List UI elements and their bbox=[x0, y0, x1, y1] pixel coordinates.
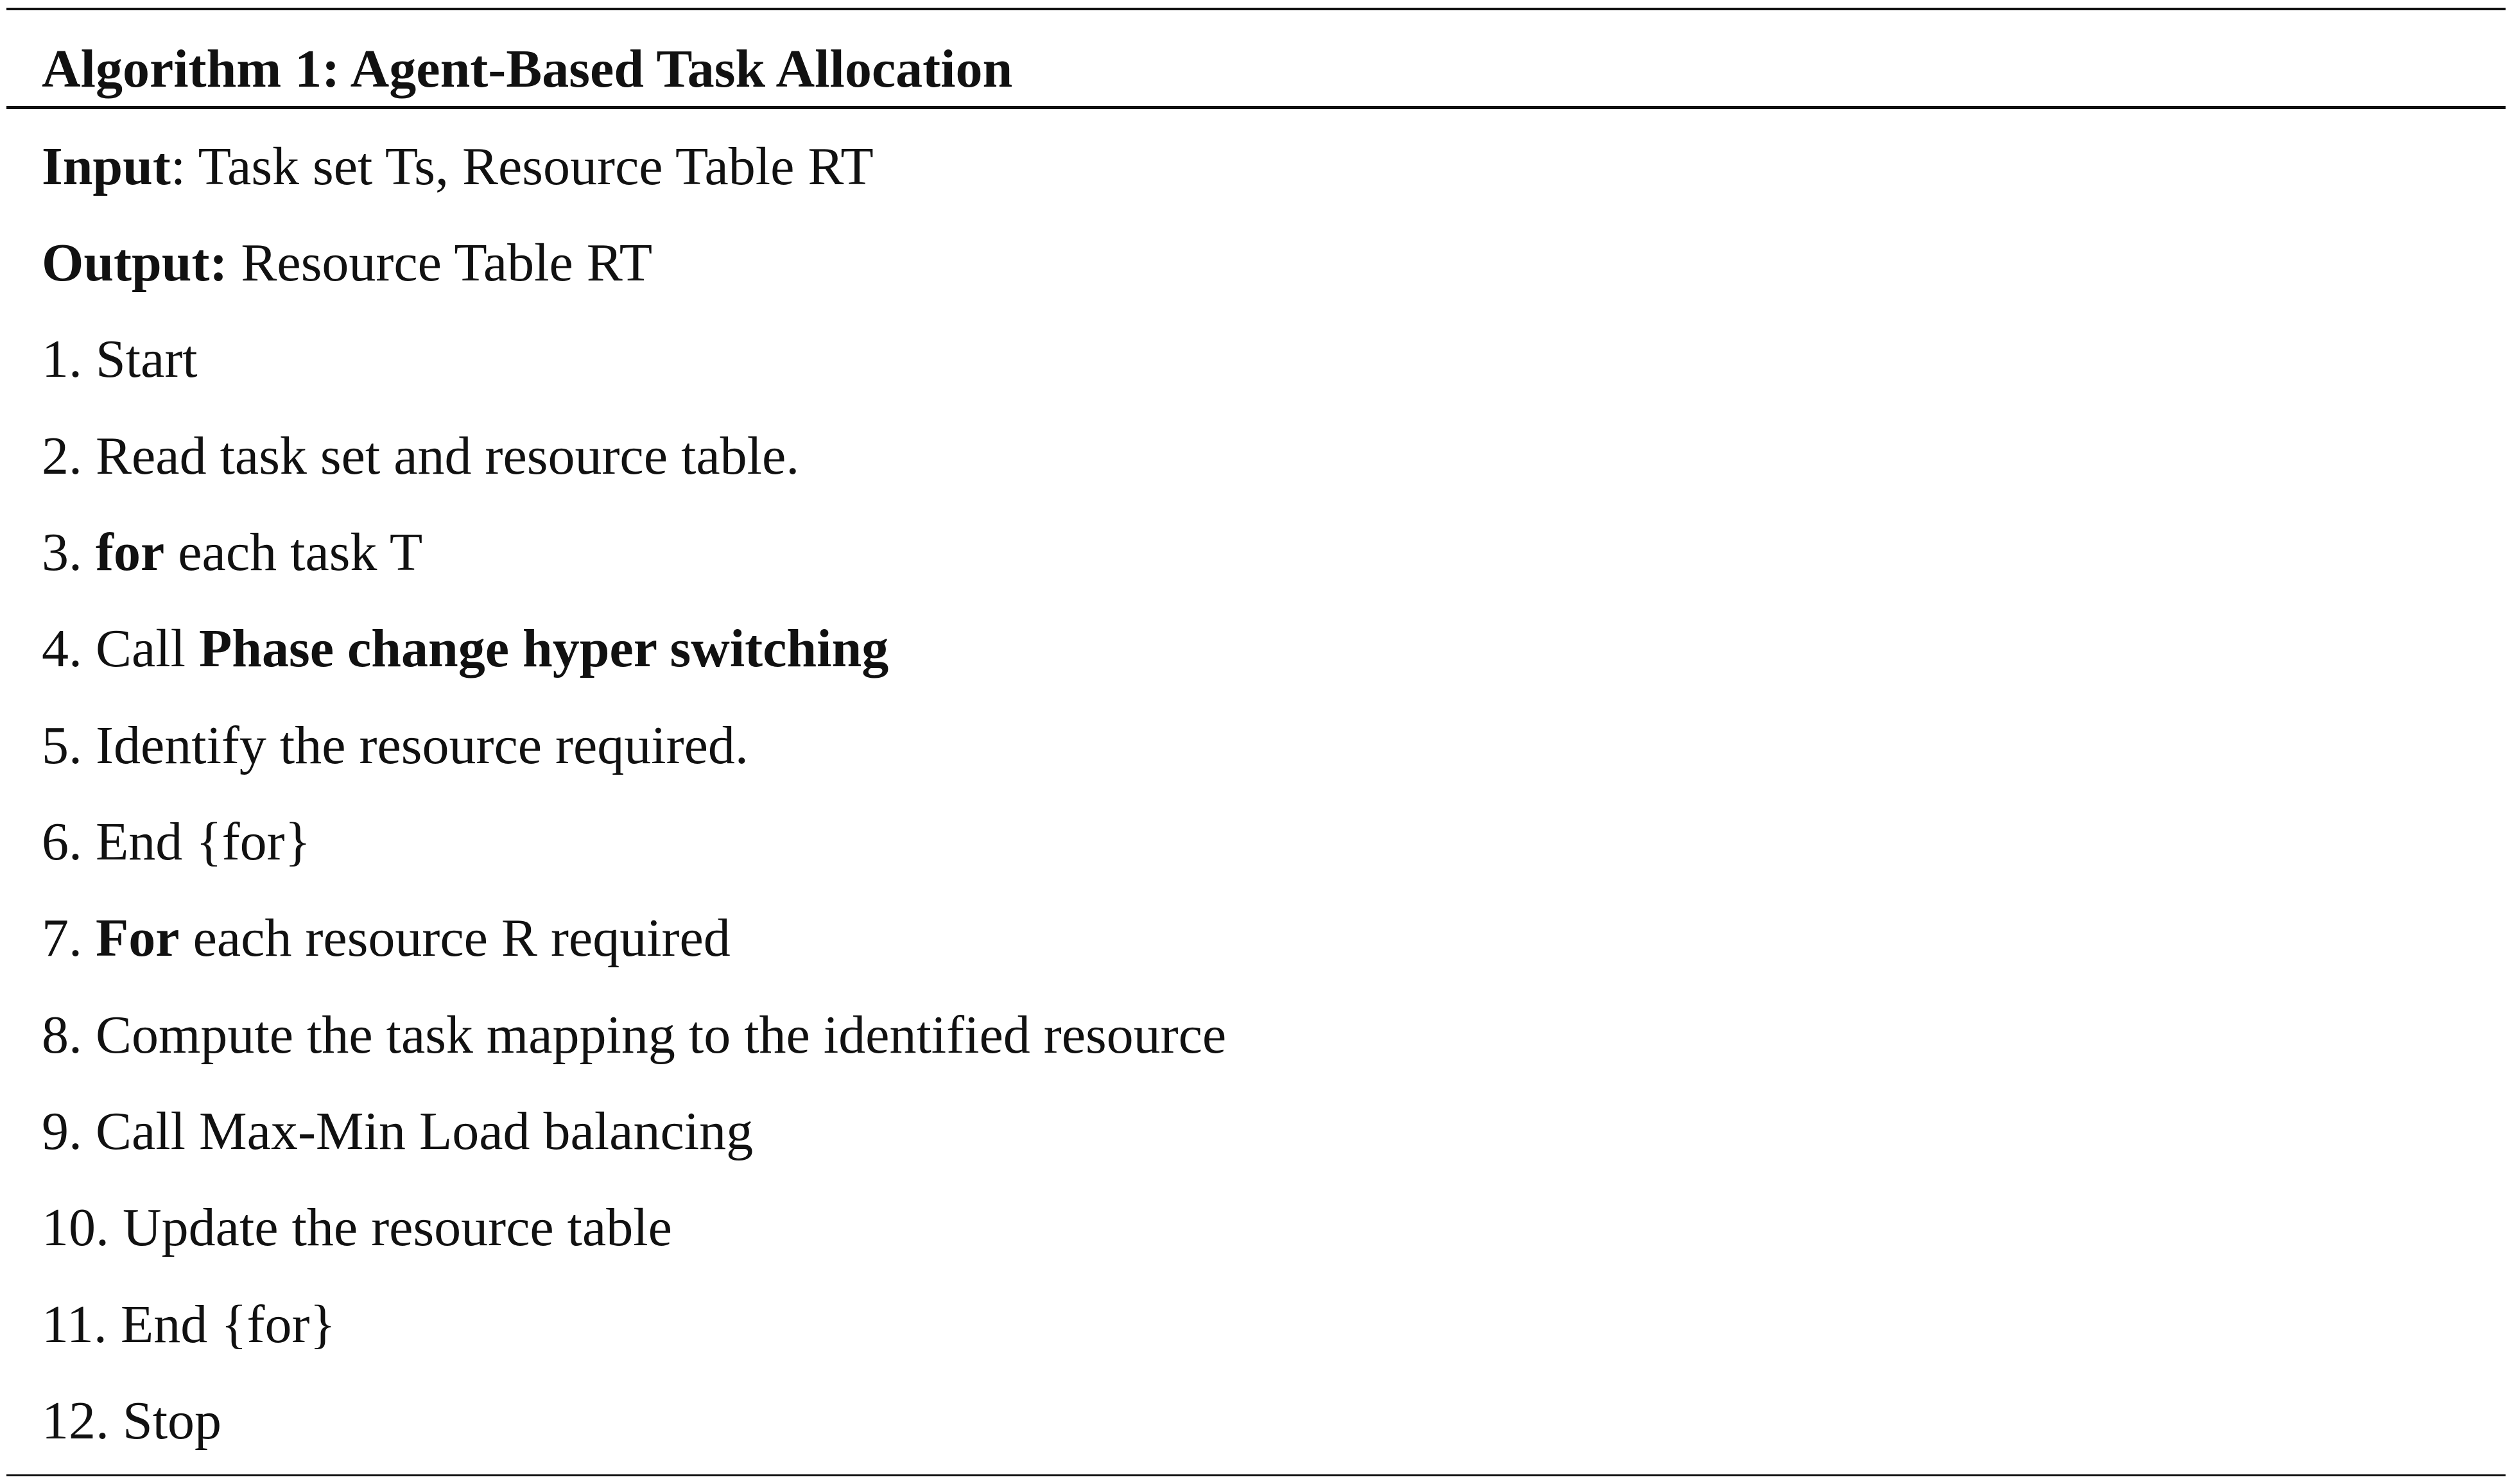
step-text: 9. Call Max-Min Load balancing bbox=[42, 1101, 754, 1161]
step-keyword: for bbox=[96, 522, 165, 582]
step-text: 10. Update the resource table bbox=[42, 1198, 672, 1257]
step-text: 6. End {for} bbox=[42, 812, 311, 872]
step-text: 11. End {for} bbox=[42, 1295, 336, 1354]
step-8 bbox=[42, 1003, 1226, 1067]
step-text: 5. Identify the resource required. bbox=[42, 716, 749, 775]
step-text: 8. Compute the task mapping to the identified resource bbox=[42, 1005, 1227, 1065]
algorithm-title: Algorithm 1: Agent-Based Task Allocation bbox=[42, 39, 1013, 99]
bottom-rule bbox=[6, 1474, 2506, 1476]
input-line bbox=[42, 135, 874, 199]
input-label: Input bbox=[42, 137, 171, 196]
step-text: 2. Read task set and resource table. bbox=[42, 426, 800, 486]
step-6 bbox=[42, 810, 311, 874]
step-10 bbox=[42, 1196, 672, 1260]
step-4 bbox=[42, 617, 888, 681]
step-2 bbox=[42, 424, 799, 488]
top-rule bbox=[6, 8, 2506, 10]
step-text-rest: each resource R required bbox=[179, 908, 731, 968]
output-line bbox=[42, 231, 652, 295]
step-5 bbox=[42, 714, 749, 778]
step-3 bbox=[42, 521, 422, 585]
header-rule bbox=[6, 106, 2506, 109]
step-1 bbox=[42, 327, 198, 392]
input-text: : Task set Ts, Resource Table RT bbox=[170, 137, 874, 196]
step-text: 7. bbox=[42, 908, 96, 968]
step-text: 12. Stop bbox=[42, 1391, 222, 1451]
step-text-rest: each task T bbox=[164, 522, 423, 582]
step-12 bbox=[42, 1389, 221, 1453]
step-7 bbox=[42, 906, 731, 971]
step-text: 3. bbox=[42, 522, 96, 582]
step-keyword: For bbox=[96, 908, 180, 968]
step-text: 4. Call bbox=[42, 619, 199, 678]
step-text: 1. Start bbox=[42, 329, 198, 389]
step-11 bbox=[42, 1293, 336, 1357]
step-keyword: Phase change hyper switching bbox=[199, 619, 889, 678]
step-9 bbox=[42, 1100, 753, 1164]
output-text: Resource Table RT bbox=[227, 233, 653, 293]
output-label: Output: bbox=[42, 233, 228, 293]
